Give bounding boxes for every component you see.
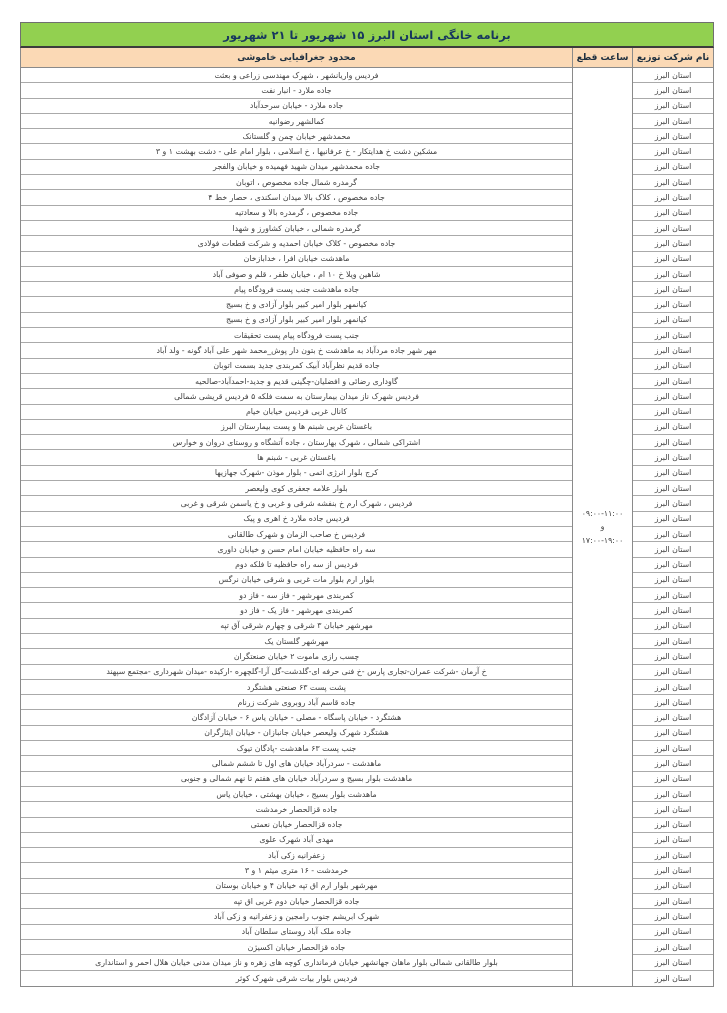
area-cell: پشت پست ۶۳ صنعتی هشتگرد [21,680,572,695]
company-cell: استان البرز [633,848,713,863]
area-cell: چسب رازی ماموت ۲ خیابان صنعتگران [21,649,572,664]
area-cell: جاده مخصوص ، گرمدره بالا و سعادتیه [21,206,572,221]
company-cell: استان البرز [633,649,713,664]
area-cell: کمالشهر رضوانیه [21,114,572,129]
company-cell: استان البرز [633,267,713,282]
area-cell: بلوار ارم بلوار مات غربی و شرقی خیابان نرگس [21,573,572,588]
company-cell: استان البرز [633,206,713,221]
area-cell: جاده قدیم نظرآباد آبیک کمربندی جدید بسمت اتوبان [21,359,572,374]
company-cell: استان البرز [633,573,713,588]
area-cell: گاوداری رضائی و افضلیان-چگینی قدیم و جدید-احمدآباد-صالحیه [21,374,572,389]
company-cell: استان البرز [633,160,713,175]
area-cell: هشتگرد شهرک ولیعصر خیابان جانبازان - خیابان ایثارگران [21,726,572,741]
company-cell: استان البرز [633,665,713,680]
company-cell: استان البرز [633,190,713,205]
company-cell: استان البرز [633,99,713,114]
area-cell: خرمدشت - ۱۶ متری میثم ۱ و ۳ [21,863,572,878]
company-cell: استان البرز [633,466,713,481]
company-cell: استان البرز [633,695,713,710]
company-cell: استان البرز [633,512,713,527]
area-cell: جنب پست فرودگاه پیام پست تحقیقات [21,328,572,343]
area-cell: جاده ملارد - انبار نفت [21,83,572,98]
area-cell: جاده قاسم آباد روبروی شرکت زرنام [21,695,572,710]
company-cell: استان البرز [633,252,713,267]
company-cell: استان البرز [633,313,713,328]
area-cell: کمربندی مهرشهر - فاز یک - فاز دو [21,603,572,618]
company-cell: استان البرز [633,542,713,557]
company-cell: استان البرز [633,863,713,878]
area-cell: خ آرمان -شرکت عمران-تجاری پارس -خ فنی حرفه ای-گلدشت-گل آرا-گلچهره -ارکیده -میدان شهرداری -مجتمع سپهند [21,665,572,680]
area-cell: مهرشهر خیابان ۳ شرقی و چهارم شرقی آق تپه [21,619,572,634]
area-cell: جاده ماهدشت جنب پست فرودگاه پیام [21,282,572,297]
company-cell: استان البرز [633,925,713,940]
company-cell: استان البرز [633,405,713,420]
area-cell: کیانمهر بلوار امیر کبیر بلوار آزادی و خ بسیج [21,313,572,328]
area-cell: مهدی آباد شهرک علوی [21,833,572,848]
company-cell: استان البرز [633,619,713,634]
area-cell: فردیس خ صاحب الزمان و شهرک طالقانی [21,527,572,542]
table-body [20,68,714,987]
area-cell: جاده ملارد - خیابان سرحدآباد [21,99,572,114]
company-cell: استان البرز [633,389,713,404]
area-cell: مشکین دشت خ هدایتکار - خ عرفانیها ، خ اسلامی ، بلوار امام علی - دشت بهشت ۱ و ۳ [21,144,572,159]
area-cell: جنب پست ۶۳ ماهدشت -پادگان تیوک [21,741,572,756]
column-header-outage-time: ساعت قطع [572,48,633,67]
company-cell: استان البرز [633,175,713,190]
company-cell: استان البرز [633,955,713,970]
company-cell: استان البرز [633,328,713,343]
company-cell: استان البرز [633,359,713,374]
area-cell: جاده محمدشهر میدان شهید فهمیده و خیابان والفجر [21,160,572,175]
company-cell: استان البرز [633,909,713,924]
company-cell: استان البرز [633,297,713,312]
company-cell: استان البرز [633,787,713,802]
company-cell: استان البرز [633,603,713,618]
company-cell: استان البرز [633,833,713,848]
column-header-company: نام شرکت توزیع [636,52,710,63]
area-cell: ماهدشت بلوار بسیج ، خیابان بهشتی ، خیابان یاس [21,787,572,802]
area-cell: شاهین ویلا خ ۱۰ ام ، خیابان ظفر ، قلم و صوفی آباد [21,267,572,282]
company-cell: استان البرز [633,129,713,144]
area-cell: ماهدشت خیابان افرا ، خدابازخان [21,252,572,267]
area-cell: شهرک ابریشم جنوب رامجین و زعفرانیه و زکی آباد [21,909,572,924]
company-cell: استان البرز [633,527,713,542]
area-cell: محمدشهر خیابان چمن و گلستانک [21,129,572,144]
area-cell: فردیس شهرک ناز میدان بیمارستان به سمت فلکه ۵ فردیس قریشی شمالی [21,389,572,404]
company-cell: استان البرز [633,496,713,511]
company-cell: استان البرز [633,282,713,297]
outage-time-conjunction: و [600,522,605,532]
company-cell: استان البرز [633,420,713,435]
area-cell: جاده مخصوص ، کلاک بالا میدان اسکندی ، حصار خط ۴ [21,190,572,205]
company-cell: استان البرز [633,236,713,251]
area-cell: گرمدره شمالی ، خیابان کشاورز و شهدا [21,221,572,236]
company-cell: استان البرز [633,450,713,465]
area-cell: هشتگرد - خیابان پاسگاه - مصلی - خیابان یاس ۶ - خیابان آزادگان [21,710,572,725]
company-cell: استان البرز [633,221,713,236]
company-cell: استان البرز [654,973,692,983]
table-title-bar [20,22,714,48]
area-column [21,68,572,986]
page-title: برنامه خانگی استان البرز ۱۵ شهریور تا ۲۱ شهریور [223,27,511,42]
company-cell: استان البرز [633,144,713,159]
area-cell: جاده ملک آباد روستای سلطان آباد [21,925,572,940]
area-cell: کانال غربی فردیس خیابان خیام [21,405,572,420]
area-cell: جاده قزالحصار خیابان اکسیژن [21,940,572,955]
area-cell: کمربندی مهرشهر - فاز سه - فاز دو [21,588,572,603]
company-cell: استان البرز [633,802,713,817]
company-cell: استان البرز [633,374,713,389]
area-cell: جاده قزالحصار خیابان نعمتی [21,818,572,833]
company-cell: استان البرز [633,558,713,573]
area-cell: مهرشهر گلستان یک [21,634,572,649]
area-cell: فردیس واریانشهر ، شهرک مهندسی زراعی و بعثت [21,68,572,83]
outage-schedule-table [20,22,714,987]
company-cell: استان البرز [633,114,713,129]
company-cell: استان البرز [633,343,713,358]
company-cell: استان البرز [633,756,713,771]
company-cell: استان البرز [633,710,713,725]
area-cell: بلوار طالقانی شمالی بلوار ماهان جهانشهر خیابان فرمانداری کوچه های زهره و ناز میدان مدنی خیابان هلال احمر و استانداری [21,955,572,970]
column-header-geographic-area: محدود جغرافیایی خاموشی [237,52,356,63]
outage-time-morning: ۰۹:۰۰-۱۱:۰۰ [581,509,624,519]
area-cell: فردیس بلوار بیات شرقی شهرک کوثر [235,973,358,983]
outage-time-merged-cell [572,68,633,986]
area-cell: کرج بلوار انرژی اتمی - بلوار موذن -شهرک جهازیها [21,466,572,481]
area-cell: مهر شهر جاده مردآباد به ماهدشت خ بتون دار پوش_محمد شهر علی آباد گونه - ولد آباد [21,343,572,358]
company-cell: استان البرز [633,481,713,496]
area-cell: سه راه حافظیه خیابان امام حسن و خیابان داوری [21,542,572,557]
company-cell: استان البرز [633,879,713,894]
table-header-row [20,48,714,68]
company-cell: استان البرز [633,634,713,649]
company-cell: استان البرز [633,726,713,741]
company-cell: استان البرز [633,435,713,450]
company-cell: استان البرز [633,818,713,833]
area-cell: جاده مخصوص - کلاک خیابان احمدیه و شرکت قطعات فولادی [21,236,572,251]
area-cell: جاده قزالحصار خرمدشت [21,802,572,817]
company-cell: استان البرز [633,894,713,909]
area-cell: جاده قزالحصار خیابان دوم غربی اق تپه [21,894,572,909]
area-cell: مهرشهر بلوار ارم اق تپه خیابان ۴ و خیابان بوستان [21,879,572,894]
area-cell: کیانمهر بلوار امیر کبیر بلوار آزادی و خ بسیج [21,297,572,312]
area-cell: اشتراکی شمالی ، شهرک بهارستان ، جاده آتشگاه و روستای دروان و خوارس [21,435,572,450]
company-cell: استان البرز [633,588,713,603]
company-cell: استان البرز [633,940,713,955]
company-cell: استان البرز [633,772,713,787]
area-cell: بلوار علامه جعفری کوی ولیعصر [21,481,572,496]
area-cell: زعفرانیه زکی آباد [21,848,572,863]
company-cell: استان البرز [633,68,713,83]
area-cell: باغستان غربی - شبنم ها [21,450,572,465]
company-cell: استان البرز [633,680,713,695]
area-cell: گرمدره شمال جاده مخصوص ، اتوبان [21,175,572,190]
company-cell: استان البرز [633,83,713,98]
area-cell: فردیس جاده ملارد خ اهری و پیک [21,512,572,527]
area-cell: فردیس از سه راه حافظیه تا فلکه دوم [21,558,572,573]
area-cell: ماهدشت بلوار بسیج و سردرآباد خیابان های هفتم تا نهم شمالی و جنوبی [21,772,572,787]
company-cell: استان البرز [633,741,713,756]
company-column [633,68,713,986]
area-cell: فردیس ، شهرک ارم خ بنفشه شرقی و غربی و خ یاسمن شرقی و غربی [21,496,572,511]
area-cell: ماهدشت - سردرآباد خیابان های اول تا ششم شمالی [21,756,572,771]
area-cell: باغستان غربی شبنم ها و پست بیمارستان البرز [21,420,572,435]
outage-time-evening: ۱۷:۰۰-۱۹:۰۰ [581,535,624,545]
